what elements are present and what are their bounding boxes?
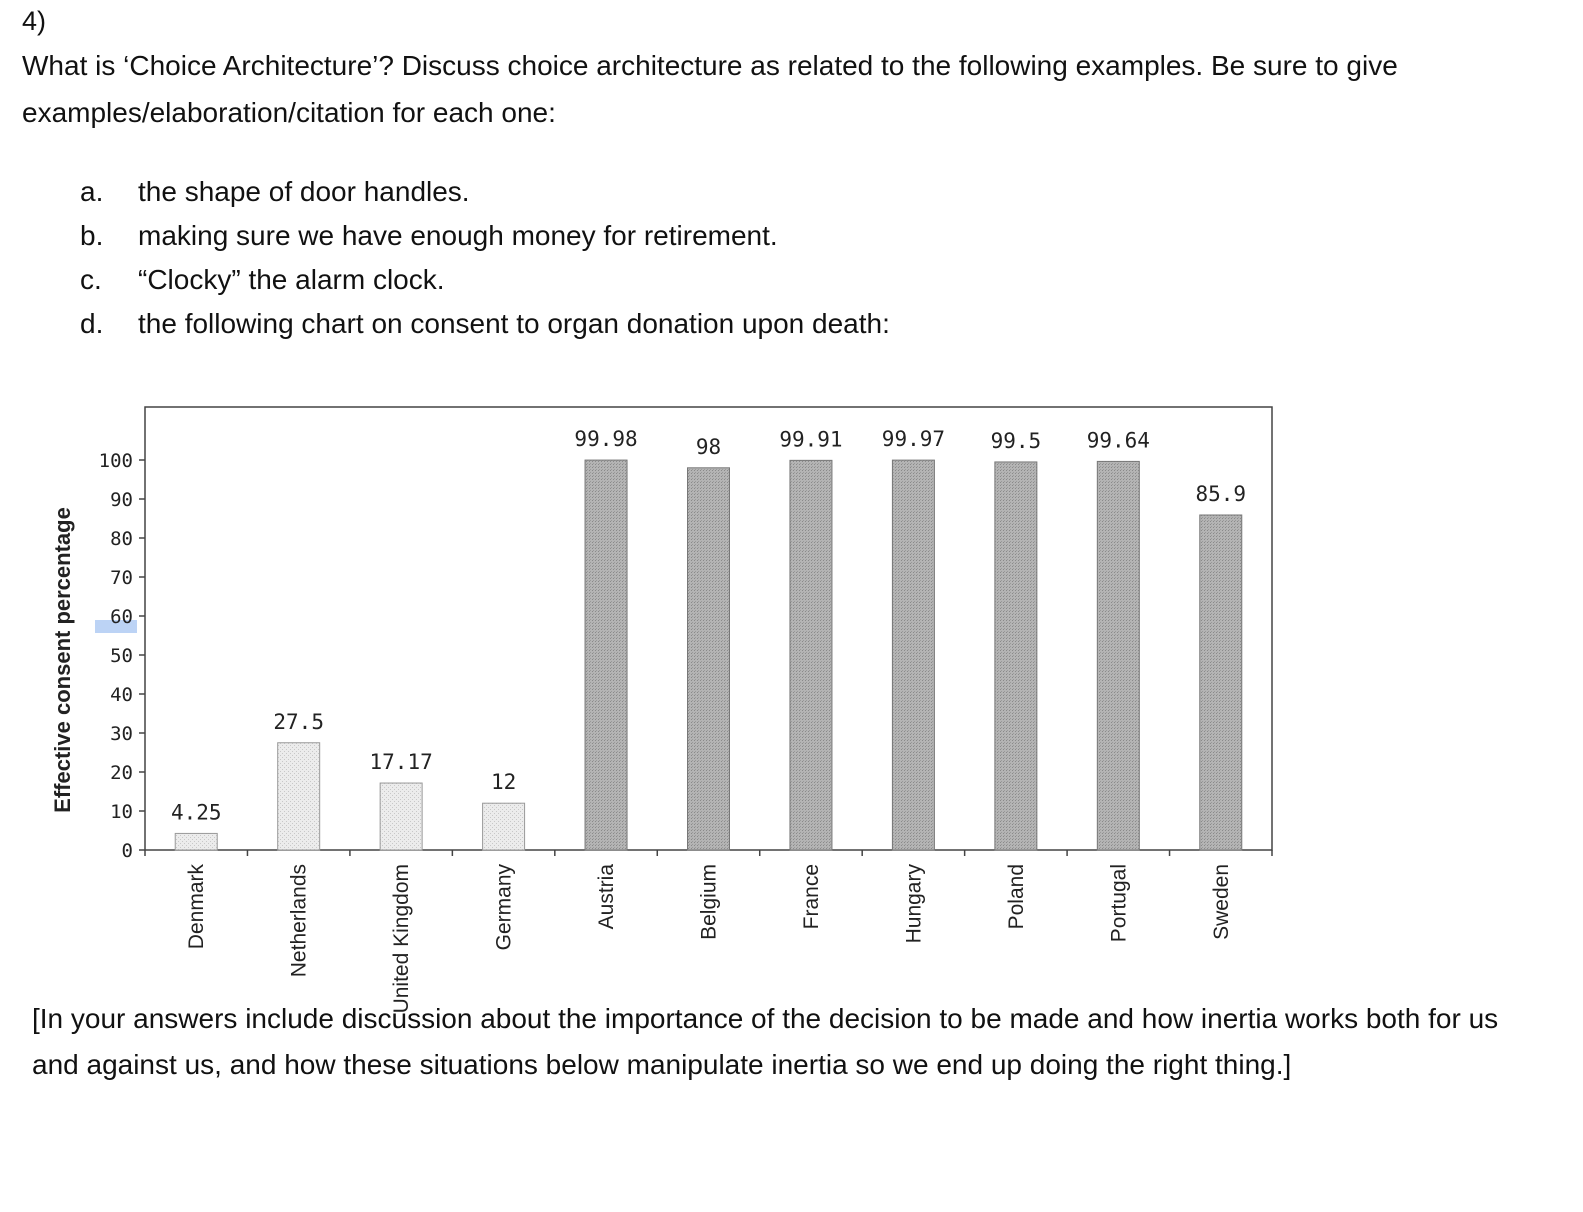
category-label: Belgium: [697, 864, 721, 940]
data-label: 99.5: [990, 428, 1042, 453]
item-letter: d.: [80, 308, 104, 339]
category-label: Germany: [492, 864, 516, 951]
data-label: 85.9: [1195, 481, 1247, 506]
data-label: 27.5: [273, 709, 324, 734]
y-tick-label: 60: [110, 606, 133, 628]
y-tick-label: 100: [98, 450, 133, 472]
bar: [585, 460, 627, 850]
item-text: the shape of door handles.: [138, 176, 470, 207]
category-label: Netherlands: [287, 864, 311, 978]
question-number: 4): [22, 6, 47, 36]
y-tick-label: 90: [110, 489, 133, 511]
category-label: Austria: [595, 864, 619, 930]
data-label: 4.25: [170, 800, 222, 825]
organ-donation-chart: [40, 395, 1300, 1020]
bar: [278, 743, 320, 850]
data-label: 99.64: [1086, 428, 1150, 453]
bar: [995, 462, 1037, 850]
item-letter: a.: [80, 176, 104, 207]
data-label: 17.17: [369, 750, 433, 775]
bar: [790, 460, 832, 850]
y-tick-label: 80: [110, 528, 133, 550]
category-label: Denmark: [185, 864, 209, 950]
chart-svg: [40, 395, 1300, 1020]
y-tick-label: 70: [110, 567, 133, 589]
y-tick-label: 20: [110, 762, 133, 784]
data-label: 98: [695, 434, 722, 459]
bar: [175, 833, 217, 850]
category-label: Sweden: [1209, 864, 1233, 940]
category-label: Portugal: [1107, 864, 1131, 943]
category-label: France: [799, 864, 823, 930]
y-tick-label: 40: [110, 684, 133, 706]
y-tick-label: 10: [110, 801, 133, 823]
y-tick-label: 0: [121, 840, 133, 862]
data-label: 99.91: [779, 427, 843, 452]
answer-instructions: [In your answers include discussion about the importance of the decision to be made and how inertia works both for us and against us, and how these situations below manipulate inertia so we end up doing the right thing.]: [32, 1003, 1499, 1080]
item-letter: c.: [80, 264, 102, 295]
item-text: “Clocky” the alarm clock.: [138, 264, 445, 295]
bar: [1200, 515, 1242, 850]
data-label: 99.98: [574, 427, 638, 452]
item-letter: b.: [80, 220, 104, 251]
category-label: Poland: [1004, 864, 1028, 930]
category-label: Hungary: [902, 864, 926, 944]
item-text: making sure we have enough money for retirement.: [138, 220, 778, 251]
item-text: the following chart on consent to organ donation upon death:: [138, 308, 890, 339]
data-label: 99.97: [881, 427, 946, 452]
y-tick-label: 30: [110, 723, 133, 745]
y-tick-label: 50: [110, 645, 133, 667]
bar: [688, 468, 730, 850]
bar: [1097, 461, 1139, 850]
data-label: 12: [490, 770, 517, 795]
category-label: United Kingdom: [390, 864, 414, 1014]
question-prompt: What is ‘Choice Architecture’? Discuss choice architecture as related to the following examples. Be sure to give examples/elaboration/citation for each one:: [22, 50, 1398, 128]
y-axis-title: Effective consent percentage: [50, 507, 75, 813]
bar: [483, 803, 525, 850]
bar: [892, 460, 934, 850]
bar: [380, 783, 422, 850]
